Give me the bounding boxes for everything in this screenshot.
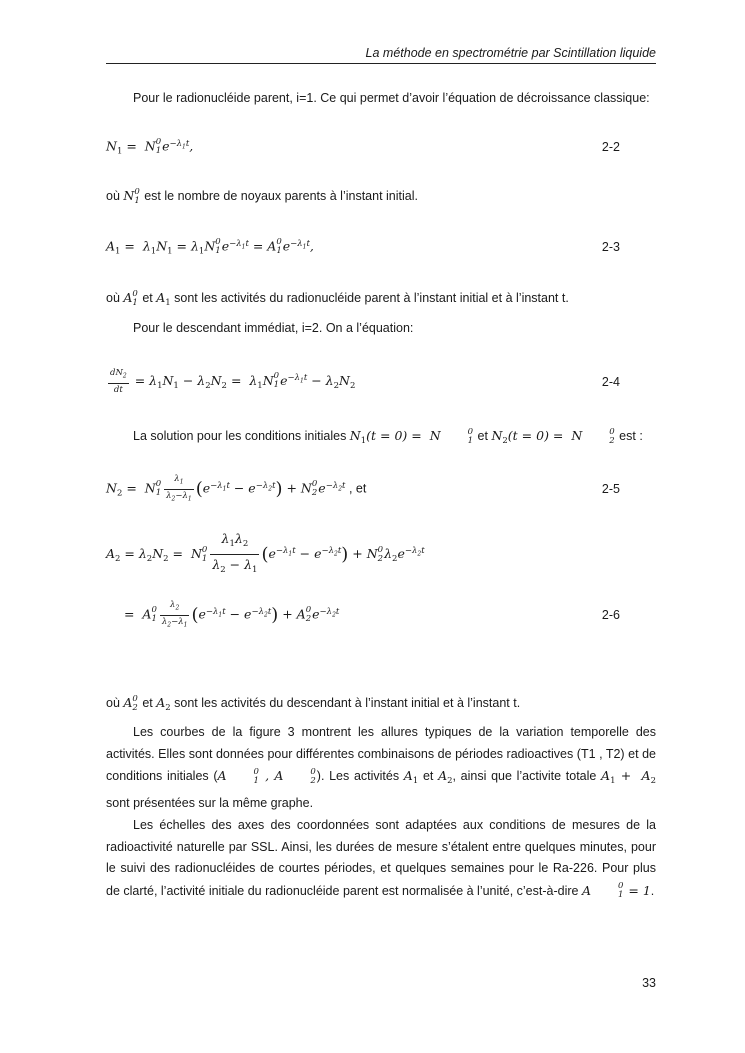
equation-number-2-5: 2-5 bbox=[601, 482, 620, 496]
equation-2-5: $N_2 = N$ 0 1 $\frac{\lambda_1}{\lambda_2-\lambda_1}$ $(e^{-\lambda_1t} - e^{-\lambda_2t}) + N$ 0 2 $e^{-\lambda_2t}$ , et bbox=[106, 474, 367, 503]
running-header: La méthode en spectrométrie par Scintillation liquide bbox=[365, 46, 656, 60]
header-rule bbox=[106, 63, 656, 64]
paragraph-descendant-activities: où A 0 2 et $A_2$ sont les activités du descendant à l’instant initial et à l’instant t. bbox=[106, 693, 521, 713]
equation-2-3: $A_1 = \lambda_1N_1 = \lambda_1N$ 0 1 $e^{-\lambda_1t} = A$ 0 1 $e^{-\lambda_1t}$, bbox=[106, 237, 314, 257]
equation-2-6: = A 0 1 $\frac{\lambda_2}{\lambda_2-\lambda_1}$ $(e^{-\lambda_1t} - e^{-\lambda_2t}) + A$ 0 2 $e^{-\lambda_2t}$ bbox=[124, 600, 340, 629]
equation-number-2-3: 2-3 bbox=[601, 240, 620, 254]
equation-number-2-6: 2-6 bbox=[601, 608, 620, 622]
paragraph-figure-3: Les courbes de la figure 3 montrent les allures typiques de la variation temporelle des activités. Elles sont données pour différentes combinaisons de périodes radioactives (T1 , T2) et de conditions initiales (A 0 1 , A 0 2 ). Les activités $A_1$ et $A_2$, ainsi que l’activite totale $A_1 + A_2$ sont présentées sur la même graphe. bbox=[106, 725, 656, 810]
paragraph-parent-activities: où A 0 1 et $A_1$ sont les activités du radionucléide parent à l’instant initial et à l’instant t. bbox=[106, 288, 569, 308]
page-number: 33 bbox=[642, 976, 656, 990]
paragraph-n1-definition: où N 0 1 est le nombre de noyaux parents à l’instant initial. bbox=[106, 186, 418, 206]
paragraph-axis-scales: Les échelles des axes des coordonnées sont adaptées aux conditions de mesures de la radioactivité naturelle par SSL. Ainsi, les durées de mesure s’étalent entre quelques minutes, pour le suivi des radionucléides de courtes périodes, et quelques semaines pour le Ra-226. Pour plus de clarté, l’activité initiale du radionucléide parent est normalisée à l’unité, c’est-à-dire A 0 1 = 1. bbox=[106, 818, 656, 900]
equation-2-2: $N_1 = N$ 0 1 $e^{-\lambda_1t}$, bbox=[106, 137, 194, 157]
paragraph-descendant-intro: Pour le descendant immédiat, i=2. On a l’équation: bbox=[133, 321, 414, 335]
paragraph-parent-intro: Pour le radionucléide parent, i=1. Ce qui permet d’avoir l’équation de décroissance classique: bbox=[133, 91, 650, 105]
equation-number-2-2: 2-2 bbox=[601, 140, 620, 154]
equation-number-2-4: 2-4 bbox=[601, 375, 620, 389]
paragraph-initial-conditions: La solution pour les conditions initiales $N_1(t = 0) = N$ 0 1 et $N_2(t = 0) = N$ 0 2 est : bbox=[133, 426, 643, 446]
equation-2-4: $\frac{dN_2}{dt}$ = $\lambda_1N_1 - \lambda_2N_2 = \lambda_1N$ 0 1 $e^{-\lambda_1t} - \lambda_2N_2$ bbox=[110, 368, 356, 395]
equation-a2-line1: $A_2 = \lambda_2N_2 = N$ 0 1 $\frac{\lambda_1\lambda_2}{\lambda_2 - \lambda_1}$ $(e^{-\lambda_1t} - e^{-\lambda_2t}) + N$ 0 2 $\lambda_2e^{-\lambda_2t}$ bbox=[106, 531, 425, 575]
